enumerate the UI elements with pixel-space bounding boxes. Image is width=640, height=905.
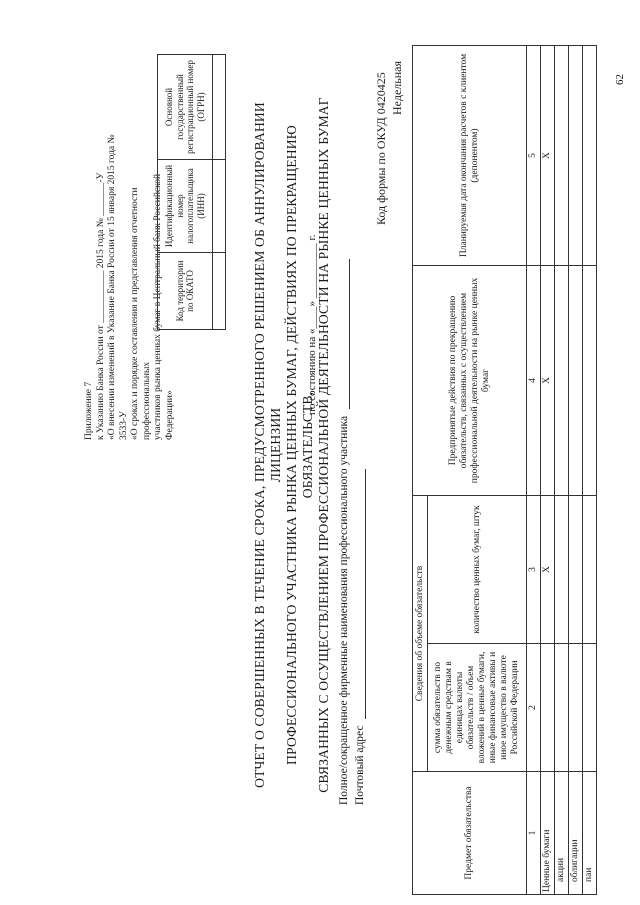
codes-header-okato: Код территории по ОКАТО	[158, 253, 213, 330]
col3-header: количество ценных бумаг, штук	[428, 496, 527, 644]
row-label-units: паи	[583, 772, 597, 895]
row-bonds-c2[interactable]	[569, 644, 583, 772]
report-title-line-2: ПРОФЕССИОНАЛЬНОГО УЧАСТНИКА РЫНКА ЦЕННЫХ БУМАГ, ДЕЙСТВИЯХ ПО ПРЕКРАЩЕНИЮ ОБЯЗАТЕЛЬСТВ,	[284, 125, 315, 765]
appendix-line-3: «О внесении изменений в Указание Банка России от 15 января 2015 года № 3533-У	[107, 134, 129, 440]
page-number: 62	[614, 74, 626, 85]
postal-address-label: Почтовый адрес	[354, 725, 366, 805]
row-units-c2[interactable]	[583, 644, 597, 772]
participant-name-label: Полное/сокращенное фирменные наименования профессионального участника	[338, 415, 350, 805]
codes-header-ogrn: Основной государственный регистрационный номер (ОГРН)	[158, 55, 213, 160]
col4-header: Предпринятые действия по прекращению обязательств, связанных с осуществлением профессиональной деятельности на рынке ценных бумаг	[413, 266, 527, 496]
col-number-4: 4	[527, 266, 541, 496]
postal-address-field[interactable]	[354, 469, 366, 719]
okud-code: Код формы по ОКУД 0420425	[374, 72, 388, 225]
row-shares-c3[interactable]	[555, 496, 569, 644]
row-shares-c4[interactable]	[555, 266, 569, 496]
row-label-bonds: облигации	[569, 772, 583, 895]
col-number-2: 2	[527, 644, 541, 772]
codes-cell-inn	[213, 160, 226, 253]
row-securities-c2[interactable]	[541, 644, 555, 772]
group-header: Сведения об объеме обязательств	[413, 496, 428, 772]
appendix-line-1: Приложение 7	[84, 381, 94, 440]
row-bonds-c4[interactable]	[569, 266, 583, 496]
codes-cell-okato	[213, 253, 226, 330]
row-bonds-c5[interactable]	[569, 46, 583, 266]
codes-table	[157, 54, 226, 330]
appendix-line-5: участников рынка ценных бумаг в Центральный банк Российской Федерации»	[153, 173, 175, 440]
row-label-shares: акции	[555, 772, 569, 895]
col5-header: Планируемая дата окончания расчетов с клиентом (депонентом)	[413, 46, 527, 266]
row-securities-c5: X	[541, 46, 555, 266]
codes-header-inn: Идентификационный номер налогоплательщика (ИНН)	[158, 160, 213, 253]
row-bonds-c3[interactable]	[569, 496, 583, 644]
postal-address-row	[354, 469, 366, 805]
row-securities-c4: X	[541, 266, 555, 496]
participant-name-row	[338, 259, 350, 805]
obligations-table	[412, 45, 597, 895]
row-units-c4[interactable]	[583, 266, 597, 496]
col-number-5: 5	[527, 46, 541, 266]
col2-header: сумма обязательств по денежным средствам в единицах валюты обязательств / объем вложений в ценные бумаги, иные финансовые активы и иное имущество в валюте Российской Федерации	[428, 644, 527, 772]
report-title-line-3: СВЯЗАННЫХ С ОСУЩЕСТВЛЕНИЕМ ПРОФЕССИОНАЛЬНОЙ ДЕЯТЕЛЬНОСТИ НА РЫНКЕ ЦЕННЫХ БУМАГ	[316, 97, 331, 793]
col-number-1: 1	[527, 772, 541, 895]
appendix-line-2: к Указанию Банка России от ___________ 2015 года № _______-У	[95, 172, 106, 440]
codes-cell-ogrn	[213, 55, 226, 160]
report-title-line-1: ОТЧЕТ О СОВЕРШЕННЫХ В ТЕЧЕНИЕ СРОКА, ПРЕДУСМОТРЕННОГО РЕШЕНИЕМ ОБ АННУЛИРОВАНИИ ЛИЦЕНЗИИ	[252, 102, 283, 788]
row-shares-c5[interactable]	[555, 46, 569, 266]
row-units-c5[interactable]	[583, 46, 597, 266]
row-label-securities: Ценные бумаги	[541, 772, 555, 895]
report-frequency: Недельная	[390, 61, 404, 115]
row-units-c3[interactable]	[583, 496, 597, 644]
as-of-date: по состоянию на «____» __________ г.	[306, 234, 318, 415]
participant-name-field[interactable]	[338, 259, 350, 409]
col-number-3: 3	[527, 496, 541, 644]
col1-header: Предмет обязательства	[413, 772, 527, 895]
report-title	[252, 85, 332, 805]
row-securities-c3: X	[541, 496, 555, 644]
row-shares-c2[interactable]	[555, 644, 569, 772]
appendix-line-4: «О сроках и порядке составления и представления отчетности профессиональных	[130, 187, 152, 440]
